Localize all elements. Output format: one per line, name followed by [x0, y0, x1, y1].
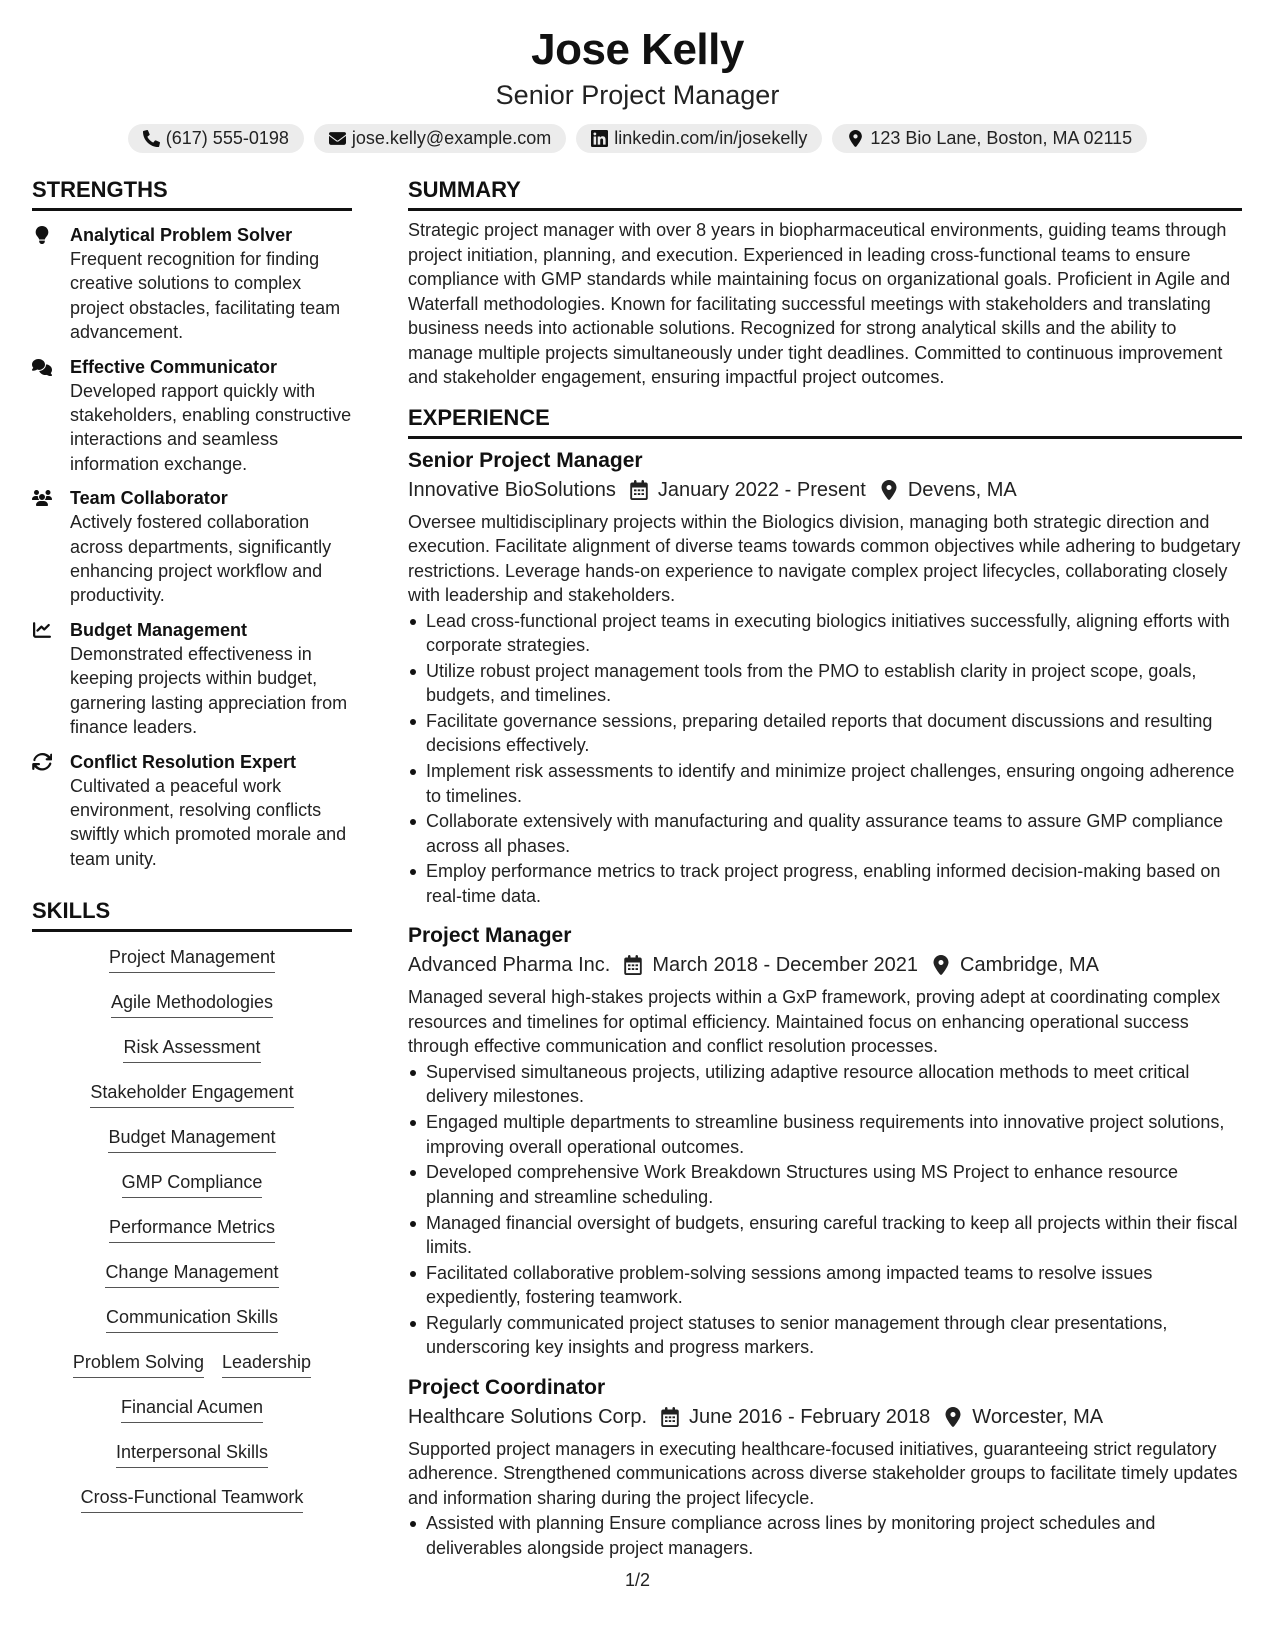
candidate-name: Jose Kelly [531, 25, 744, 74]
strengths-heading: STRENGTHS [32, 176, 352, 211]
bullet-item: Implement risk assessments to identify and minimize project challenges, ensuring ongoing adherence to timelines. [408, 759, 1242, 808]
lightbulb-icon [32, 226, 52, 244]
location-pin-icon [932, 955, 950, 975]
bullet-item: Engaged multiple departments to streamline business requirements into innovative project solutions, improving overall operational outcomes. [408, 1110, 1242, 1159]
candidate-title: Senior Project Manager [495, 80, 780, 110]
skill-tag: Budget Management [108, 1124, 275, 1153]
phone-contact[interactable] [128, 124, 304, 153]
bullet-item: Collaborate extensively with manufacturing and quality assurance teams to assure GMP compliance across all phases. [408, 809, 1242, 858]
job-location: Cambridge, MA [960, 954, 1099, 977]
page-number: 1/2 [624, 1570, 651, 1590]
location-pin-icon [880, 480, 898, 500]
job-dates: March 2018 - December 2021 [652, 954, 919, 977]
skill-tag: Problem Solving [73, 1349, 204, 1378]
company-name: Advanced Pharma Inc. [408, 954, 611, 977]
strength-title: Effective Communicator [70, 356, 278, 377]
sync-icon [32, 753, 52, 771]
skill-tag: GMP Compliance [122, 1169, 263, 1198]
location-pin-icon [944, 1407, 962, 1427]
job-entry [408, 1374, 1242, 1561]
address-contact[interactable] [832, 124, 1147, 153]
job-meta [408, 475, 1242, 505]
strength-desc: Demonstrated effectiveness in keeping projects within budget, garnering lasting appreciation from finance leaders. [70, 643, 348, 738]
strength-title: Team Collaborator [70, 488, 228, 509]
skill-tag: Financial Acumen [121, 1394, 263, 1423]
skill-tag: Stakeholder Engagement [90, 1079, 293, 1108]
left-column [32, 176, 352, 1529]
bullet-item: Regularly communicated project statuses to senior management through clear presentations, underscoring key insights and progress markers. [408, 1311, 1242, 1360]
skill-tag: Interpersonal Skills [116, 1439, 268, 1468]
users-icon [32, 489, 52, 507]
skill-tag: Risk Assessment [123, 1034, 260, 1063]
summary-heading: SUMMARY [408, 176, 1242, 211]
strength-desc: Cultivated a peaceful work environment, resolving conflicts swiftly which promoted morale and team unity. [70, 775, 347, 869]
strengths-list [32, 223, 352, 871]
bullet-item: Employ performance metrics to track project progress, enabling informed decision-making based on real-time data. [408, 859, 1242, 908]
experience-heading: EXPERIENCE [408, 404, 1242, 439]
bullet-item: Utilize robust project management tools from the PMO to establish clarity in project scope, goals, budgets, and timelines. [408, 659, 1242, 708]
strength-title: Budget Management [70, 619, 248, 640]
bullet-item: Assisted with planning Ensure compliance across lines by monitoring project schedules and deliverables alongside project managers. [408, 1511, 1242, 1560]
job-location: Worcester, MA [972, 1405, 1104, 1428]
phone-icon [143, 130, 160, 147]
job-description: Supported project managers in executing healthcare-focused initiatives, guaranteeing strict regulatory adherence. Strengthened communications across diverse stakeholder groups to facilitate timely updates and information sharing during the project lifecycle. [408, 1438, 1238, 1508]
skill-tag: Agile Methodologies [111, 989, 273, 1018]
bullet-item: Supervised simultaneous projects, utilizing adaptive resource allocation methods to meet critical delivery milestones. [408, 1060, 1242, 1109]
calendar-icon [624, 955, 642, 975]
strength-item [32, 618, 352, 740]
bullet-item: Lead cross-functional project teams in executing biologics initiatives successfully, aligning efforts with corporate strategies. [408, 609, 1242, 658]
job-meta [408, 950, 1242, 980]
email-contact[interactable] [314, 124, 566, 153]
skill-tag: Performance Metrics [109, 1214, 275, 1243]
strength-desc: Developed rapport quickly with stakeholders, enabling constructive interactions and seamless information exchange. [70, 380, 352, 474]
strength-title: Conflict Resolution Expert [70, 751, 297, 772]
chart-line-icon [32, 621, 52, 639]
job-entry [408, 922, 1242, 1359]
envelope-icon [329, 130, 346, 147]
linkedin-contact[interactable] [576, 124, 822, 153]
job-location: Devens, MA [907, 478, 1017, 501]
job-dates: June 2016 - February 2018 [689, 1405, 931, 1428]
job-bullets [408, 609, 1242, 909]
resume-header [0, 22, 1275, 153]
comments-icon [32, 358, 52, 376]
strength-item [32, 486, 352, 608]
skill-tag: Leadership [222, 1349, 311, 1378]
job-bullets [408, 1060, 1242, 1360]
job-title: Project Manager [408, 924, 572, 948]
job-description: Managed several high-stakes projects within a GxP framework, proving adept at coordinating complex resources and timelines for optimal efficiency. Maintained focus on enhancing operational success through effective communication and conflict resolution processes. [408, 987, 1221, 1057]
calendar-icon [661, 1407, 679, 1427]
strength-item [32, 355, 352, 477]
job-description: Oversee multidisciplinary projects within the Biologics division, managing both strategic direction and execution. Facilitate alignment of diverse teams towards common objectives while adhering to budgetary restrictions. Leverage hands-on experience to navigate complex project lifecycles, collaborating closely with leadership and stakeholders. [408, 511, 1241, 605]
skill-tag: Communication Skills [106, 1304, 278, 1333]
skill-tag: Project Management [109, 944, 275, 973]
bullet-item: Facilitated collaborative problem-solving sessions among impacted teams to resolve issues expediently, fostering teamwork. [408, 1261, 1242, 1310]
job-entry [408, 447, 1242, 909]
skill-tag: Cross-Functional Teamwork [81, 1484, 304, 1513]
bullet-item: Managed financial oversight of budgets, ensuring careful tracking to keep all projects within their fiscal limits. [408, 1211, 1242, 1260]
skill-tag: Change Management [105, 1259, 278, 1288]
company-name: Innovative BioSolutions [408, 478, 616, 501]
job-dates: January 2022 - Present [657, 478, 866, 501]
job-title: Senior Project Manager [408, 448, 643, 472]
bullet-item: Developed comprehensive Work Breakdown Structures using MS Project to enhance resource planning and streamline scheduling. [408, 1160, 1242, 1209]
address-text: 123 Bio Lane, Boston, MA 02115 [870, 128, 1133, 148]
bullet-item: Facilitate governance sessions, preparing detailed reports that document discussions and resulting decisions effectively. [408, 709, 1242, 758]
job-title: Project Coordinator [408, 1375, 606, 1399]
job-meta [408, 1402, 1242, 1432]
strength-title: Analytical Problem Solver [70, 225, 293, 245]
skills-list [32, 944, 352, 1529]
linkedin-icon [591, 130, 608, 147]
company-name: Healthcare Solutions Corp. [408, 1405, 648, 1428]
email-text: jose.kelly@example.com [351, 128, 552, 148]
phone-text: (617) 555-0198 [165, 128, 289, 148]
calendar-icon [630, 480, 648, 500]
contact-bar [0, 124, 1275, 153]
summary-text: Strategic project manager with over 8 years in biopharmaceutical environments, guiding teams through project initiation, planning, and execution. Experienced in leading cross-functional teams to ensure compliance with GMP standards while maintaining focus on organizational goals. Proficient in Agile and Waterfall methodologies. Known for facilitating successful meetings with stakeholders and translating business needs into actionable solutions. Recognized for strong analytical skills and the ability to manage multiple projects simultaneously under tight deadlines. Committed to continuous improvement and stakeholder engagement, ensuring impactful project outcomes. [408, 220, 1231, 387]
strength-desc: Frequent recognition for finding creative solutions to complex project obstacles, facilitating team advancement. [70, 249, 341, 343]
linkedin-text: linkedin.com/in/josekelly [614, 128, 808, 148]
strength-item [32, 750, 352, 872]
strength-item [32, 223, 352, 345]
strength-desc: Actively fostered collaboration across departments, significantly enhancing project workflow and productivity. [70, 512, 332, 606]
right-column [408, 176, 1242, 1562]
location-pin-icon [847, 130, 864, 147]
skills-heading: SKILLS [32, 897, 352, 932]
job-bullets [408, 1511, 1242, 1560]
